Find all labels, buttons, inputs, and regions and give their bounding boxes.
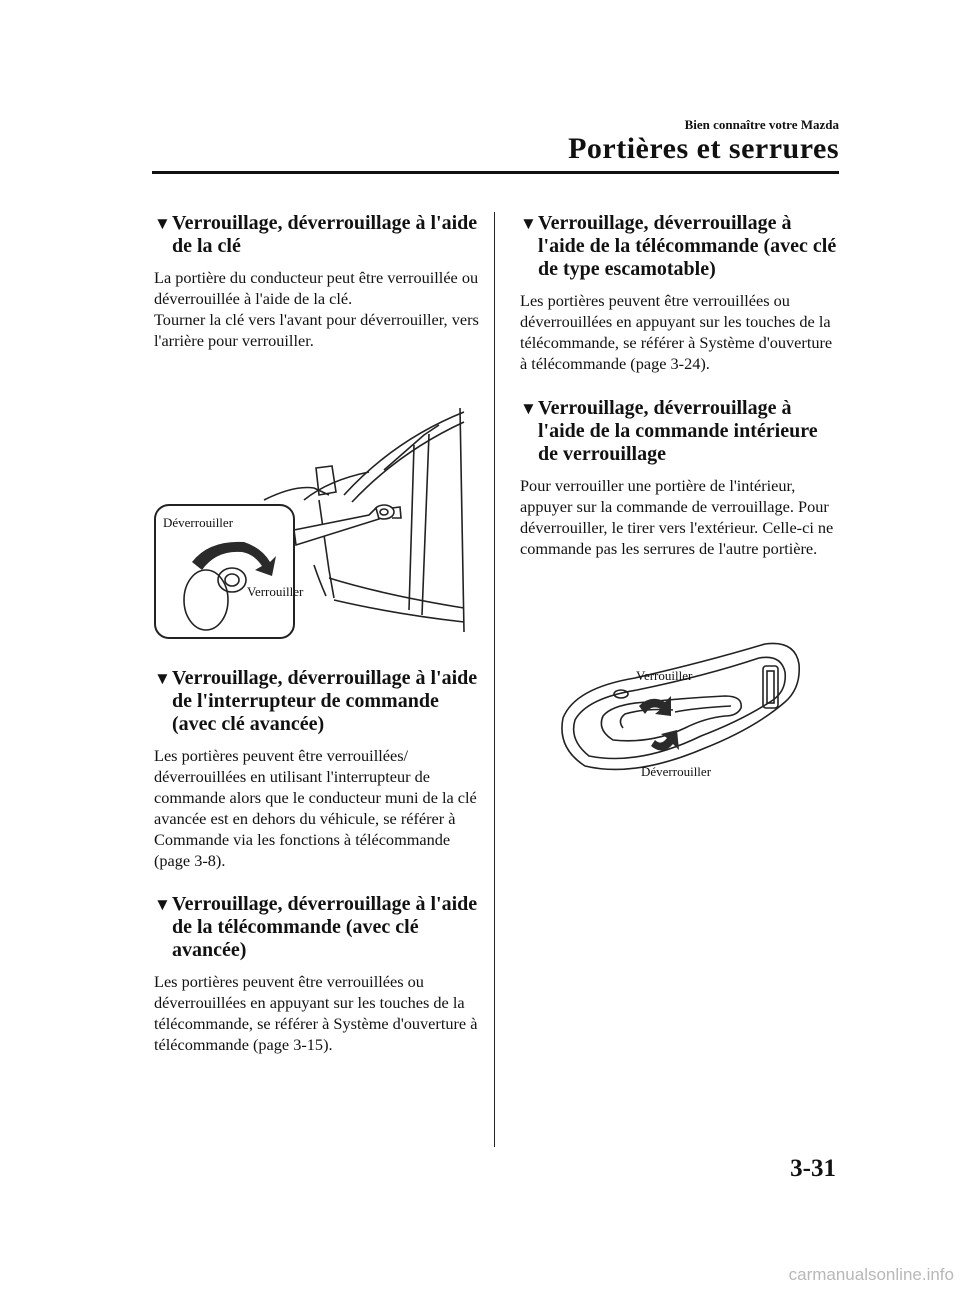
figure-label-unlock: Déverrouiller (641, 764, 712, 779)
section-body: Pour verrouiller une portière de l'intérieur, appuyer sur la commande de verrouillage. Pour déverrouiller, le tirer vers l'extérieur. Celle-ci ne commande pas les serrures de l'autre portière. (520, 476, 834, 558)
section-heading (154, 212, 484, 258)
section-heading (520, 397, 840, 466)
section-control-switch (154, 667, 484, 871)
column-divider (494, 212, 495, 1147)
triangle-down-icon: ▼ (520, 399, 537, 418)
section-heading (520, 212, 840, 281)
section-body: Les portières peuvent être verrouillées ou déverrouillées en appuyant sur les touches de la télécommande, se référer à Système d'ouverture à télécommande (page 3-15). (154, 972, 478, 1054)
figure-label-lock: Verrouiller (247, 584, 304, 599)
triangle-down-icon: ▼ (520, 214, 537, 233)
triangle-down-icon: ▼ (154, 669, 171, 688)
section-heading (154, 667, 484, 736)
header-subtitle: Bien connaître votre Mazda (684, 117, 839, 132)
section-title: Verrouillage, déverrouillage à l'aide de la télécommande (avec clé de type escamotable) (538, 212, 837, 280)
triangle-down-icon: ▼ (154, 895, 171, 914)
figure-label-lock: Verrouiller (636, 668, 693, 683)
interior-door-handle-illustration (555, 636, 805, 781)
section-key-lock (154, 212, 484, 351)
section-title: Verrouillage, déverrouillage à l'aide de la clé (172, 212, 478, 257)
header-rule (152, 171, 839, 174)
page-title: Portières et serrures (568, 132, 839, 165)
section-title: Verrouillage, déverrouillage à l'aide de la commande intérieure de verrouillage (538, 397, 818, 465)
section-remote-advanced-key (154, 893, 484, 1055)
section-interior-lock (520, 397, 840, 559)
figure-label-unlock: Déverrouiller (163, 515, 234, 530)
section-body: Les portières peuvent être verrouillées ou déverrouillées en appuyant sur les touches de la télécommande, se référer à Système d'ouverture à télécommande (page 3-24). (520, 291, 833, 373)
triangle-down-icon: ▼ (154, 214, 171, 233)
section-remote-retractable-key (520, 212, 840, 374)
watermark: carmanualsonline.info (788, 1265, 954, 1284)
page-number: 3-31 (790, 1155, 836, 1182)
section-title: Verrouillage, déverrouillage à l'aide de l'interrupteur de commande (avec clé avancée) (172, 667, 478, 735)
section-title: Verrouillage, déverrouillage à l'aide de la télécommande (avec clé avancée) (172, 893, 478, 961)
section-body: La portière du conducteur peut être verrouillée ou déverrouillée à l'aide de la clé. Tourner la clé vers l'avant pour déverrouiller, vers l'arrière pour verrouiller. (154, 268, 479, 350)
section-heading (154, 893, 484, 962)
section-body: Les portières peuvent être verrouillées/ déverrouillées en utilisant l'interrupteur de commande alors que le conducteur muni de la clé avancée est en dehors du véhicule, se référer à Commande via les fonctions à télécommande (page 3-8). (154, 746, 477, 870)
